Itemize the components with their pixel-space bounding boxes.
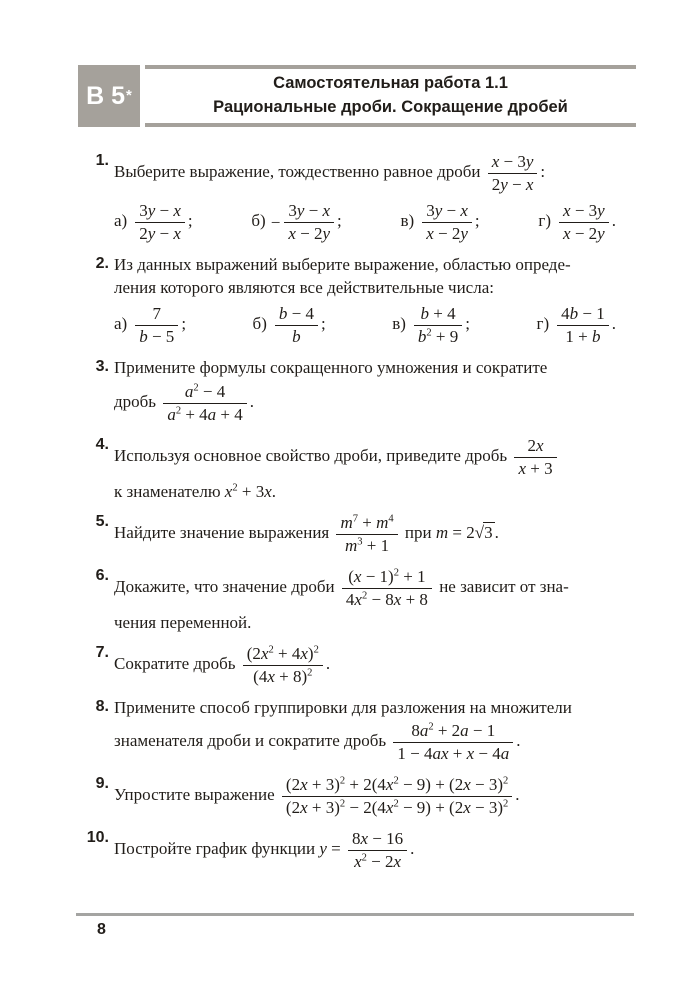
math-variable: x xyxy=(260,643,269,663)
problem-number: 8. xyxy=(95,698,109,716)
math-variable: x xyxy=(173,224,181,244)
option-label: а) xyxy=(114,211,128,230)
option-label: г) xyxy=(536,314,550,334)
math-variable: y xyxy=(525,152,534,171)
math-variable: a xyxy=(167,404,176,424)
minus-sign: − xyxy=(270,212,281,232)
math-variable: ax xyxy=(432,744,449,764)
problem-item xyxy=(78,253,638,348)
math-variable: a xyxy=(500,744,510,764)
problem-item xyxy=(78,642,638,688)
fraction-denominator: $a^2 + 4a + 4$ xyxy=(167,404,243,424)
header xyxy=(78,65,636,127)
math-variable: x xyxy=(267,667,275,687)
math-exponent: 2 xyxy=(393,775,399,787)
variant-badge: В 5 * xyxy=(78,65,140,127)
fraction-denominator: $(2x + 3)^2 - 2(4x^2 - 9) + (2x - 3)^2$ xyxy=(285,798,509,818)
math-variable: a xyxy=(184,381,194,401)
option-label: а) xyxy=(114,314,128,334)
problem-number: 5. xyxy=(95,512,109,530)
problem-item xyxy=(78,434,638,503)
fraction xyxy=(557,304,609,346)
problem-text: Примените способ группировки для разложения на множители знаменателя дроби и сократите дробь $\frac{8a^2 + 2a - 1}{1 - 4ax + x - 4a}$ . xyxy=(114,698,572,764)
problem-number: 3. xyxy=(95,358,109,376)
options-row xyxy=(114,199,638,245)
problem-text: Примените формулы сокращенного умножения и сократите дробь $\frac{a^2 - 4}{a^2 + 4a + 4}$ . xyxy=(114,358,548,424)
fraction-numerator: 8x − 16 xyxy=(348,829,407,851)
fraction xyxy=(414,304,462,346)
problem-number: 9. xyxy=(95,775,109,793)
options-row xyxy=(114,302,638,348)
option-punctuation: ; xyxy=(337,211,342,230)
page-title-line2: Рациональные дроби. Сокращение дробей xyxy=(213,98,568,116)
math-variable: x xyxy=(354,589,362,609)
fraction xyxy=(336,513,397,555)
option-label: в) xyxy=(400,211,415,230)
math-variable: y xyxy=(147,201,156,221)
math-variable: y xyxy=(296,201,305,221)
problem-text: Сократите дробь $\frac{(2x^2 + 4x)^2}{(4x + 8)^2}$ . xyxy=(114,643,331,687)
math-variable: x xyxy=(535,435,544,455)
fraction-numerator: 3y − x xyxy=(135,201,185,223)
math-variable: x xyxy=(300,775,308,795)
option-item xyxy=(392,302,470,348)
math-variable: x xyxy=(563,224,571,244)
option-item xyxy=(114,302,186,348)
fraction xyxy=(135,304,178,346)
fraction xyxy=(163,382,246,424)
page-number: 8 xyxy=(97,921,106,938)
fraction-denominator: 2y − x xyxy=(139,224,181,244)
fraction-numerator: $(2x^2 + 4x)^2$ xyxy=(243,644,323,666)
math-variable: m xyxy=(345,535,358,555)
fraction xyxy=(342,567,432,609)
page-title-line1: Самостоятельная работа 1.1 xyxy=(273,74,508,93)
math-exponent: 2 xyxy=(232,481,238,493)
fraction xyxy=(488,152,538,194)
fraction-denominator: x − 2y xyxy=(426,224,468,244)
math-variable: x xyxy=(426,224,434,244)
math-exponent: 3 xyxy=(357,536,363,548)
option-punctuation: ; xyxy=(474,211,480,230)
fraction-numerator: $(x - 1)^2 + 1$ xyxy=(342,567,432,589)
problem-item xyxy=(78,150,638,245)
option-label: б) xyxy=(252,314,267,334)
math-variable: b xyxy=(278,304,288,324)
math-variable: x xyxy=(518,458,526,478)
problem-text: Постройте график функции y = $\frac{8x - 16}{x^2 - 2x}$ . xyxy=(114,829,415,872)
math-variable: a xyxy=(207,404,217,424)
fraction-numerator: b − 4 xyxy=(275,304,318,326)
sqrt-radicand: 3 xyxy=(484,522,493,542)
math-variable: m xyxy=(340,512,353,532)
fraction-numerator: 2x xyxy=(514,436,556,458)
math-variable: y xyxy=(319,839,327,859)
fraction-denominator: 1 − 4ax + x − 4a xyxy=(397,744,510,764)
math-exponent: 7 xyxy=(352,513,359,525)
fraction-denominator: $m^3 + 1$ xyxy=(345,535,390,555)
fraction xyxy=(422,201,472,243)
math-variable: x xyxy=(300,643,308,663)
problem-number: 10. xyxy=(86,829,109,847)
math-variable: x xyxy=(563,201,571,221)
math-exponent: 2 xyxy=(426,327,432,339)
sqrt-symbol: √3 xyxy=(474,522,493,542)
math-variable: b xyxy=(420,304,430,324)
fraction xyxy=(559,201,609,243)
problem-text: Используя основное свойство дроби, приведите дробь $\frac{2x}{x + 3}$ к знаменателю $x^2 + 3x$. xyxy=(114,434,638,503)
math-variable: a xyxy=(419,721,429,741)
problem-item xyxy=(78,773,638,819)
math-variable: x xyxy=(354,852,362,872)
math-variable: y xyxy=(460,224,468,244)
math-exponent: 2 xyxy=(307,667,313,679)
problems xyxy=(78,150,638,881)
math-exponent: 2 xyxy=(339,798,346,810)
fraction xyxy=(348,829,407,871)
fraction-denominator: 2y − x xyxy=(491,175,534,195)
math-variable: b xyxy=(591,327,601,347)
math-variable: x xyxy=(393,852,402,872)
math-exponent: 2 xyxy=(175,404,182,416)
math-variable: y xyxy=(597,201,605,221)
math-variable: x xyxy=(525,175,534,195)
fraction xyxy=(135,201,185,243)
problem-text: Упростите выражение $\frac{(2x + 3)^2 + 2(4x^2 - 9) + (2x - 3)^2}{(2x + 3)^2 - 2(4x^2 - 9) + (2x - 3)^2}$ . xyxy=(114,775,520,818)
fraction-denominator: $x^2 - 2x$ xyxy=(354,852,402,872)
math-exponent: 2 xyxy=(339,775,346,787)
problem-text: Докажите, что значение дроби $\frac{(x - 1)^2 + 1}{4x^2 - 8x + 8}$ не зависит от зна- чения переменной. xyxy=(114,566,569,632)
fraction xyxy=(514,436,556,478)
math-exponent: 2 xyxy=(193,381,199,393)
problem-number: 7. xyxy=(95,643,109,661)
option-item xyxy=(253,302,326,348)
fraction-denominator: x + 3 xyxy=(518,458,553,478)
option-punctuation: ; xyxy=(187,211,193,230)
math-variable: x xyxy=(360,829,369,849)
option-punctuation: ; xyxy=(320,314,326,334)
math-variable: x xyxy=(224,481,233,501)
option-label: б) xyxy=(251,211,266,230)
math-exponent: 4 xyxy=(388,513,394,525)
variant-badge-label: В 5 xyxy=(86,81,126,110)
fraction-numerator: $8a^2 + 2a - 1$ xyxy=(393,721,513,743)
fraction xyxy=(284,201,334,243)
math-exponent: 2 xyxy=(393,798,399,810)
math-variable: y xyxy=(500,175,508,195)
math-variable: x xyxy=(491,152,500,171)
math-variable: a xyxy=(460,721,469,741)
fraction xyxy=(243,644,323,686)
option-punctuation: . xyxy=(611,314,616,334)
option-item xyxy=(401,199,480,245)
fraction-numerator: 7 xyxy=(135,304,178,326)
fraction-numerator: x − 3y xyxy=(559,201,609,223)
math-variable: x xyxy=(385,775,394,795)
math-variable: x xyxy=(463,775,471,795)
math-variable: x xyxy=(466,744,475,764)
problem-item xyxy=(78,565,638,634)
problem-item xyxy=(78,511,638,557)
fraction xyxy=(275,304,318,346)
option-punctuation: ; xyxy=(465,314,470,334)
fraction xyxy=(393,721,513,763)
math-variable: x xyxy=(264,481,272,501)
math-variable: b xyxy=(139,327,148,347)
math-variable: x xyxy=(300,798,308,818)
math-variable: b xyxy=(417,327,427,347)
fraction-denominator: x − 2y xyxy=(288,224,330,244)
math-variable: m xyxy=(435,522,449,542)
problem-number: 2. xyxy=(95,255,109,273)
math-variable: x xyxy=(463,798,471,818)
math-variable: y xyxy=(147,224,156,244)
fraction-denominator xyxy=(275,326,318,346)
math-exponent: 2 xyxy=(313,644,319,656)
math-variable: b xyxy=(292,327,301,347)
footer-rule xyxy=(76,913,634,916)
math-exponent: 2 xyxy=(393,567,399,579)
math-exponent: 2 xyxy=(361,852,367,864)
math-variable: x xyxy=(353,566,362,586)
fraction-numerator: $a^2 - 4$ xyxy=(163,382,246,404)
math-exponent: 2 xyxy=(428,721,434,733)
math-variable: x xyxy=(393,589,402,609)
fraction-denominator: $b^2 + 9$ xyxy=(417,327,459,347)
math-variable: y xyxy=(434,201,443,221)
problem-item xyxy=(78,696,638,765)
math-variable: x xyxy=(385,798,394,818)
math-variable: y xyxy=(322,224,330,244)
fraction-denominator: b − 5 xyxy=(139,327,175,347)
fraction-denominator: $(4x + 8)^2$ xyxy=(253,667,313,687)
fraction-denominator: 1 + b xyxy=(565,327,601,347)
option-item xyxy=(538,199,616,245)
math-variable: y xyxy=(597,224,605,244)
problem-item xyxy=(78,827,638,873)
fraction-numerator: 4b − 1 xyxy=(557,304,609,326)
fraction-numerator: b + 4 xyxy=(414,304,462,326)
fraction-numerator: $(2x + 3)^2 + 2(4x^2 - 9) + (2x - 3)^2$ xyxy=(282,775,512,797)
fraction-denominator: $4x^2 - 8x + 8$ xyxy=(345,589,428,609)
fraction-numerator: 3y − x xyxy=(422,201,472,223)
fraction-numerator: x − 3y xyxy=(488,152,538,174)
option-punctuation: . xyxy=(611,211,616,230)
math-exponent: 2 xyxy=(503,775,509,787)
option-label: г) xyxy=(538,211,552,230)
option-label: в) xyxy=(392,314,406,334)
problem-text: Выберите выражение, тождественно равное дроби $\frac{x - 3y}{2y - x}$ : а) $\frac{3y - x}{2y - x}$ ; б) − $\frac{3y - x}{x - 2y}$ ; в) $\frac{3y - x}{x - 2y}$ ; г) $\frac{x - 3y}{x - 2y}$ . xyxy=(114,150,638,245)
math-variable: m xyxy=(376,512,389,532)
math-variable: b xyxy=(569,304,579,324)
math-variable: x xyxy=(173,201,181,221)
fraction-denominator: x − 2y xyxy=(563,224,605,244)
math-exponent: 2 xyxy=(361,590,368,602)
math-variable: x xyxy=(460,201,468,221)
fraction xyxy=(282,775,512,817)
problem-text: Из данных выражений выберите выражение, областью опреде- ления которого являются все действительные числа: а) $\frac{7}{b - 5}$ ; б) $\frac{b - 4}{b}$ ; в) $\frac{b + 4}{b^2 + 9}$ ; г) $\frac{4b - 1}{1 + b}$ . xyxy=(114,253,638,348)
problem-item xyxy=(78,356,638,425)
fraction-numerator: 3y − x xyxy=(284,201,334,223)
math-variable: x xyxy=(288,224,296,244)
option-item xyxy=(114,199,193,245)
math-variable: x xyxy=(322,201,330,221)
math-exponent: 2 xyxy=(503,798,509,810)
math-exponent: 2 xyxy=(268,644,274,656)
option-item xyxy=(536,302,615,348)
option-punctuation: ; xyxy=(181,314,187,334)
problem-number: 6. xyxy=(95,566,109,584)
problem-number: 4. xyxy=(95,435,109,453)
option-item xyxy=(251,199,341,245)
problem-number: 1. xyxy=(95,152,109,169)
problem-text: Найдите значение выражения $\frac{m^7 + m^4}{m^3 + 1}$ при m = 2√3 . xyxy=(114,512,499,555)
title-box xyxy=(145,65,636,127)
fraction-numerator: $m^7 + m^4$ xyxy=(336,513,397,535)
